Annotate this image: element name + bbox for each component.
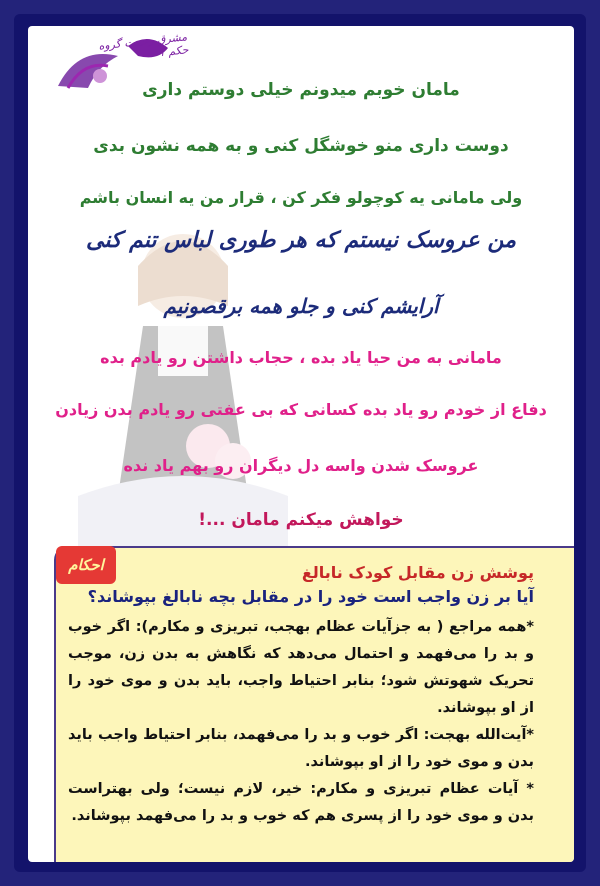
ahkam-title: پوشش زن مقابل کودک نابالغ (301, 563, 534, 582)
ahkam-content (68, 556, 534, 830)
poem-line-5: آرایشم کنی و جلو همه برقصونیم (163, 294, 439, 318)
poem-line-1: مامان خوبم میدونم خیلی دوستم داری (142, 80, 460, 100)
poem-line-9: خواهش میکنم مامان ...! (198, 510, 404, 530)
ahkam-question: آیا بر زن واجب است خود را در مقابل بچه نابالغ بپوشاند؟ (87, 587, 534, 606)
poem-line-8: عروسک شدن واسه دل دیگران رو بهم یاد نده (123, 456, 479, 475)
poem-line-7: دفاع از خودم رو یاد بده کسانی که بی عفتی رو یادم بدن زیادن (55, 400, 547, 419)
poem-line-3: ولی مامانی یه کوچولو فکر کن ، قرار من یه انسان باشم (79, 188, 523, 207)
poem-line-6: مامانی به من حیا یاد بده ، حجاب داشتن رو یادم بده (100, 348, 502, 367)
poem-line-4: من عروسک نیستم که هر طوری لباس تنم کنی (86, 228, 516, 253)
ahkam-tag: احکام (56, 546, 116, 584)
ahkam-paragraph-2: *آیت‌الله بهجت: اگر خوب و بد را می‌فهمد، بنابر احتیاط واجب باید بدن و موی خود را از او بپوشاند. (68, 727, 534, 770)
ahkam-paragraph-3: * آیات عظام تبریزی و مکارم: خیر، لازم نیست؛ ولی بهتراست بدن و موی خود را از پسری هم که خوب و بد را می‌فهمد بپوشاند. (68, 781, 534, 824)
logo-text: مشرق رحمت گروه حكم ۱ (97, 30, 190, 60)
poster-card (28, 26, 574, 862)
ahkam-paragraph-1: *همه مراجع ( به جزآیات عظام بهجب، تبریزی و مکارم): اگر خوب و بد را می‌فهمد و احتمال می‌دهد که نگاهش به بدن زن، موجب تحریک شهوتش شود؛ بنابر احتیاط واجب، باید بدن و موی خود را از او بپوشاند. (68, 619, 534, 716)
poem-line-2: دوست داری منو خوشگل کنی و به همه نشون بدی (93, 136, 509, 156)
